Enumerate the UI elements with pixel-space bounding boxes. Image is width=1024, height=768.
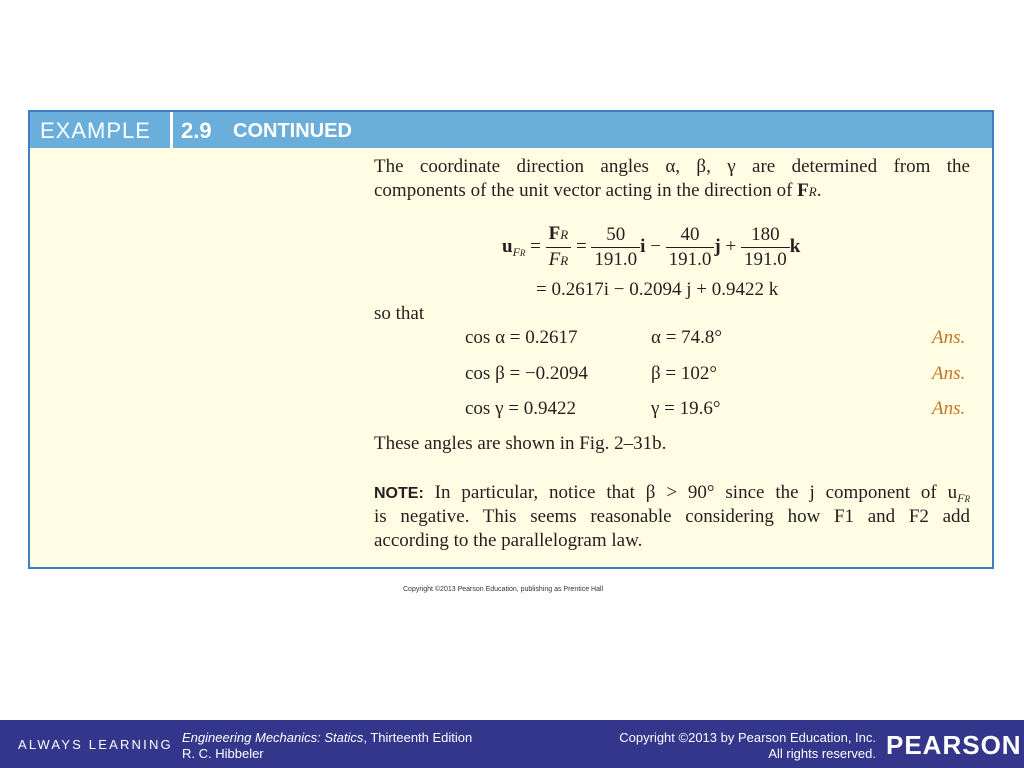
angles-shown-text: These angles are shown in Fig. 2–31b. — [374, 433, 667, 454]
figure-copyright: Copyright ©2013 Pearson Education, publishing as Prentice Hall — [403, 586, 604, 593]
answer-gamma: Ans. — [932, 398, 966, 419]
book-info — [182, 730, 472, 762]
note-line-3: according to the parallelogram law. — [374, 530, 643, 551]
answer-alpha: Ans. — [932, 327, 966, 348]
header-divider — [170, 112, 173, 148]
fraction-term-3: $\frac{180}{191.0}$ — [741, 223, 790, 272]
example-header — [30, 112, 992, 148]
alpha-value: α = 74.8° — [651, 327, 723, 348]
beta-value: β = 102° — [651, 363, 717, 384]
so-that-label: so that — [374, 303, 425, 324]
answer-beta: Ans. — [932, 363, 966, 384]
author-name: R. C. Hibbeler — [182, 746, 264, 761]
fraction-term-2: $\frac{40}{191.0}$ — [666, 223, 715, 272]
footer-copyright — [619, 730, 876, 762]
fraction-term-1: $\frac{50}{191.0}$ — [591, 223, 640, 272]
intro-line-1: The coordinate direction angles α, β, γ are determined from the — [374, 156, 970, 177]
note-line-1: NOTE: In particular, notice that β > 90° since the j component of $u_{FR}$ — [374, 482, 970, 505]
unit-vector-result: = 0.2617i − 0.2094 j + 0.9422 k — [536, 279, 779, 300]
book-title: Engineering Mechanics: Statics — [182, 730, 364, 745]
intro-line-2: components of the unit vector acting in the direction of FR. — [374, 180, 822, 201]
cos-beta: cos β = −0.2094 — [465, 363, 588, 384]
copyright-line-1: Copyright ©2013 by Pearson Education, Inc. — [619, 730, 876, 745]
note-line-2: is negative. This seems reasonable considering how F1 and F2 add — [374, 506, 970, 527]
example-label: EXAMPLE — [40, 118, 151, 143]
book-edition: , Thirteenth Edition — [363, 730, 473, 745]
pearson-logo: PEARSON — [886, 730, 1022, 760]
continued-label: CONTINUED — [233, 120, 352, 142]
fraction-fr: $\frac{FR}{FR}$ — [546, 222, 572, 273]
unit-vector-equation: $u_{FR}$ = $\frac{FR}{FR}$ = $\frac{50}{191.0}$ i − $\frac{40}{191.0}$ j + $\frac{180}{191.0}$ k — [502, 222, 800, 277]
cos-gamma: cos γ = 0.9422 — [465, 398, 576, 419]
example-number: 2.9 — [181, 118, 212, 143]
cos-alpha: cos α = 0.2617 — [465, 327, 578, 348]
always-learning-label: ALWAYS LEARNING — [18, 737, 173, 752]
gamma-value: γ = 19.6° — [651, 398, 721, 419]
copyright-line-2: All rights reserved. — [768, 746, 876, 761]
footer-bar — [0, 720, 1024, 768]
